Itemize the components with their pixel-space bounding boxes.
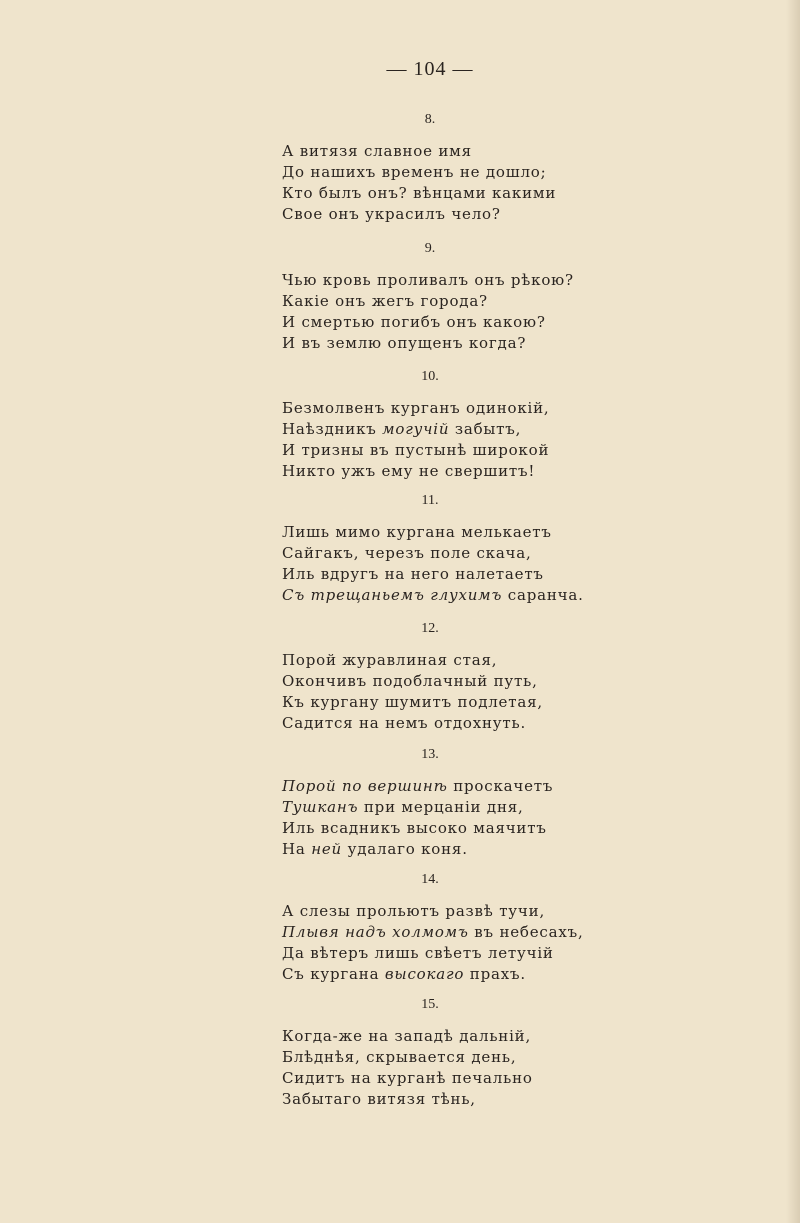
poem-line: [282, 1089, 476, 1109]
line-text: забытъ,: [449, 420, 522, 438]
line-text: Сидитъ на курганѣ печально: [282, 1069, 533, 1087]
line-text: Кто былъ онъ? вѣнцами какими: [282, 184, 557, 202]
poem-line: [282, 312, 546, 332]
poem-line: [282, 692, 543, 712]
poem-line: [282, 333, 526, 353]
poem-line: [282, 1047, 516, 1067]
poem-line: [282, 943, 554, 963]
poem-line: [282, 901, 545, 921]
page-number: — 104 —: [386, 58, 474, 80]
line-text: Чью кровь проливалъ онъ рѣкою?: [282, 271, 574, 289]
poem-line: [282, 1068, 533, 1088]
poem-line: [282, 650, 497, 670]
stanza-number: 12.: [421, 621, 439, 636]
poem-line: [282, 522, 552, 542]
line-text: при мерцаніи дня,: [358, 798, 524, 816]
emphasized-text: Порой по вершинѣ: [282, 777, 448, 795]
stanza-number: 13.: [421, 747, 439, 762]
poem-line: [282, 141, 472, 161]
poem-line: [282, 922, 584, 942]
line-text: Наѣздникъ: [282, 420, 383, 438]
emphasized-text: могучій: [382, 420, 450, 438]
stanza-number: 14.: [421, 872, 439, 887]
poem-line: [282, 398, 549, 418]
emphasized-text: высокаго: [384, 965, 465, 983]
line-text: Блѣднѣя, скрывается день,: [282, 1048, 517, 1066]
poem-line: [282, 1026, 531, 1046]
poem-line: [282, 964, 526, 984]
line-text: Забытаго витязя тѣнь,: [282, 1090, 476, 1108]
line-text: Когда-же на западѣ дальній,: [282, 1027, 532, 1045]
line-text: Окончивъ подоблачный путь,: [282, 672, 538, 690]
line-text: удалаго коня.: [342, 840, 468, 858]
page-edge-shadow: [786, 0, 800, 1223]
line-text: На: [282, 840, 312, 858]
line-text: Лишь мимо кургана мелькаетъ: [282, 523, 552, 541]
emphasized-text: Плывя надъ холмомъ: [282, 923, 469, 941]
poem-line: [282, 440, 549, 460]
emphasized-text: Съ трещаньемъ глухимъ: [282, 586, 503, 604]
line-text: прахъ.: [464, 965, 526, 983]
line-text: Да вѣтеръ лишь свѣетъ летучій: [282, 944, 554, 962]
emphasized-text: ней: [311, 840, 343, 858]
line-text: А слезы прольютъ развѣ тучи,: [282, 902, 546, 920]
line-text: Сайгакъ, черезъ поле скача,: [282, 544, 532, 562]
poem-line: [282, 461, 535, 481]
line-text: И въ землю опущенъ когда?: [282, 334, 527, 352]
line-text: въ небесахъ,: [468, 923, 584, 941]
line-text: Никто ужъ ему не свершитъ!: [282, 462, 536, 480]
poem-line: [282, 543, 532, 563]
line-text: Порой журавлиная стая,: [282, 651, 498, 669]
poem-line: [282, 797, 524, 817]
line-text: Свое онъ украсилъ чело?: [282, 205, 501, 223]
poem-line: [282, 564, 544, 584]
line-text: Иль всадникъ высоко маячитъ: [282, 819, 547, 837]
line-text: До нашихъ временъ не дошло;: [282, 163, 547, 181]
line-text: Садится на немъ отдохнуть.: [282, 714, 527, 732]
poem-line: [282, 183, 556, 203]
poem-line: [282, 776, 553, 796]
stanza-number: 9.: [424, 241, 436, 256]
line-text: Какіе онъ жегъ города?: [282, 292, 488, 310]
line-text: И тризны въ пустынѣ широкой: [282, 441, 550, 459]
line-text: Иль вдругъ на него налетаетъ: [282, 565, 544, 583]
line-text: И смертью погибъ онъ какою?: [282, 313, 546, 331]
line-text: Съ кургана: [282, 965, 385, 983]
line-text: Безмолвенъ курганъ одинокій,: [282, 399, 550, 417]
line-text: проскачетъ: [447, 777, 554, 795]
poem-line: [282, 713, 526, 733]
stanza-number: 10.: [421, 369, 439, 384]
poem-line: [282, 839, 468, 859]
line-text: Къ кургану шумитъ подлетая,: [282, 693, 543, 711]
poem-line: [282, 419, 521, 439]
stanza-number: 11.: [421, 493, 439, 508]
poem-line: [282, 270, 574, 290]
poem-line: [282, 818, 547, 838]
poem-line: [282, 291, 488, 311]
stanza-number: 15.: [421, 997, 439, 1012]
poem-line: [282, 204, 501, 224]
line-text: саранча.: [502, 586, 584, 604]
poem-line: [282, 671, 538, 691]
emphasized-text: Тушканъ: [282, 798, 359, 816]
stanza-number: 8.: [424, 112, 436, 127]
poem-line: [282, 162, 547, 182]
line-text: А витязя славное имя: [282, 142, 472, 160]
poem-line: [282, 585, 584, 605]
